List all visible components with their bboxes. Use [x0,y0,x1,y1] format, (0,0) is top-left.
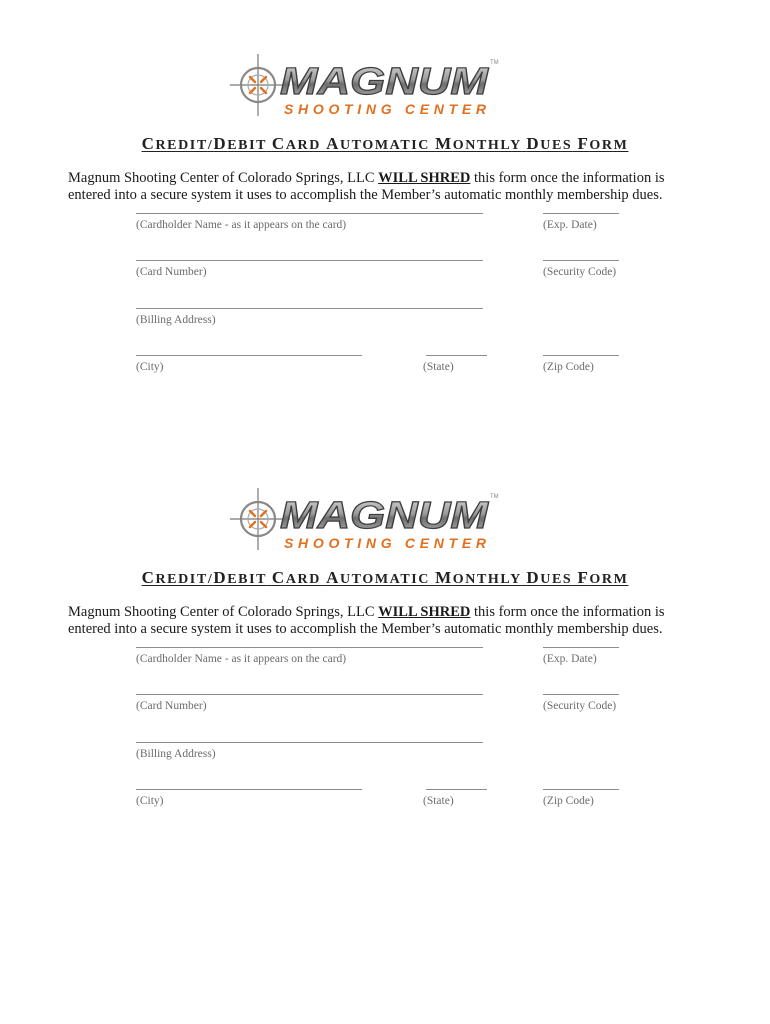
intro-paragraph [68,604,708,638]
intro-text-end: this form once the information is entered into a secure system it uses to accomplish the Member’s automatic monthly membership dues. [68,604,665,637]
logo-subtitle-text: SHOOTING CENTER [284,535,486,551]
logo-brand-text: MAGNUM [280,495,490,537]
dues-form-copy-1 [0,52,770,482]
billing-address-field[interactable] [136,742,483,743]
city-label: (City) [136,361,164,373]
logo-trademark: TM [490,60,499,66]
city-label: (City) [136,795,164,807]
billing-address-field[interactable] [136,308,483,309]
dues-form-copy-2 [0,486,770,916]
intro-paragraph [68,170,708,204]
exp-date-label: (Exp. Date) [543,653,597,665]
form-title: CREDIT/DEBIT CARD AUTOMATIC MONTHLY DUES FORM [141,134,629,153]
state-label: (State) [423,361,454,373]
state-label: (State) [423,795,454,807]
cardholder-name-label: (Cardholder Name - as it appears on the card) [136,219,347,231]
intro-text-start: Magnum Shooting Center of Colorado Springs, LLC [68,170,379,186]
cardholder-name-label: (Cardholder Name - as it appears on the card) [136,653,347,665]
logo-trademark: TM [490,494,499,500]
card-number-field[interactable] [136,694,483,695]
city-field[interactable] [136,789,362,790]
magnum-shooting-center-logo [228,52,508,124]
zip-code-field[interactable] [543,789,619,790]
billing-address-label: (Billing Address) [136,314,216,326]
city-field[interactable] [136,355,362,356]
logo-brand-text: MAGNUM [280,61,490,103]
intro-text-start: Magnum Shooting Center of Colorado Springs, LLC [68,604,379,620]
will-shred-emphasis: WILL SHRED [378,604,471,620]
security-code-field[interactable] [543,260,619,261]
billing-address-label: (Billing Address) [136,748,216,760]
exp-date-label: (Exp. Date) [543,219,597,231]
state-field[interactable] [426,355,487,356]
exp-date-field[interactable] [543,647,619,648]
zip-code-label: (Zip Code) [543,361,594,373]
zip-code-field[interactable] [543,355,619,356]
exp-date-field[interactable] [543,213,619,214]
security-code-field[interactable] [543,694,619,695]
security-code-label: (Security Code) [543,700,617,712]
card-number-label: (Card Number) [136,266,207,278]
security-code-label: (Security Code) [543,266,617,278]
cardholder-name-field[interactable] [136,213,483,214]
card-number-field[interactable] [136,260,483,261]
logo-subtitle-text: SHOOTING CENTER [284,101,486,117]
magnum-shooting-center-logo [228,486,508,558]
state-field[interactable] [426,789,487,790]
cardholder-name-field[interactable] [136,647,483,648]
form-title: CREDIT/DEBIT CARD AUTOMATIC MONTHLY DUES FORM [141,568,629,587]
card-number-label: (Card Number) [136,700,207,712]
intro-text-end: this form once the information is entered into a secure system it uses to accomplish the Member’s automatic monthly membership dues. [68,170,665,203]
zip-code-label: (Zip Code) [543,795,594,807]
will-shred-emphasis: WILL SHRED [378,170,471,186]
